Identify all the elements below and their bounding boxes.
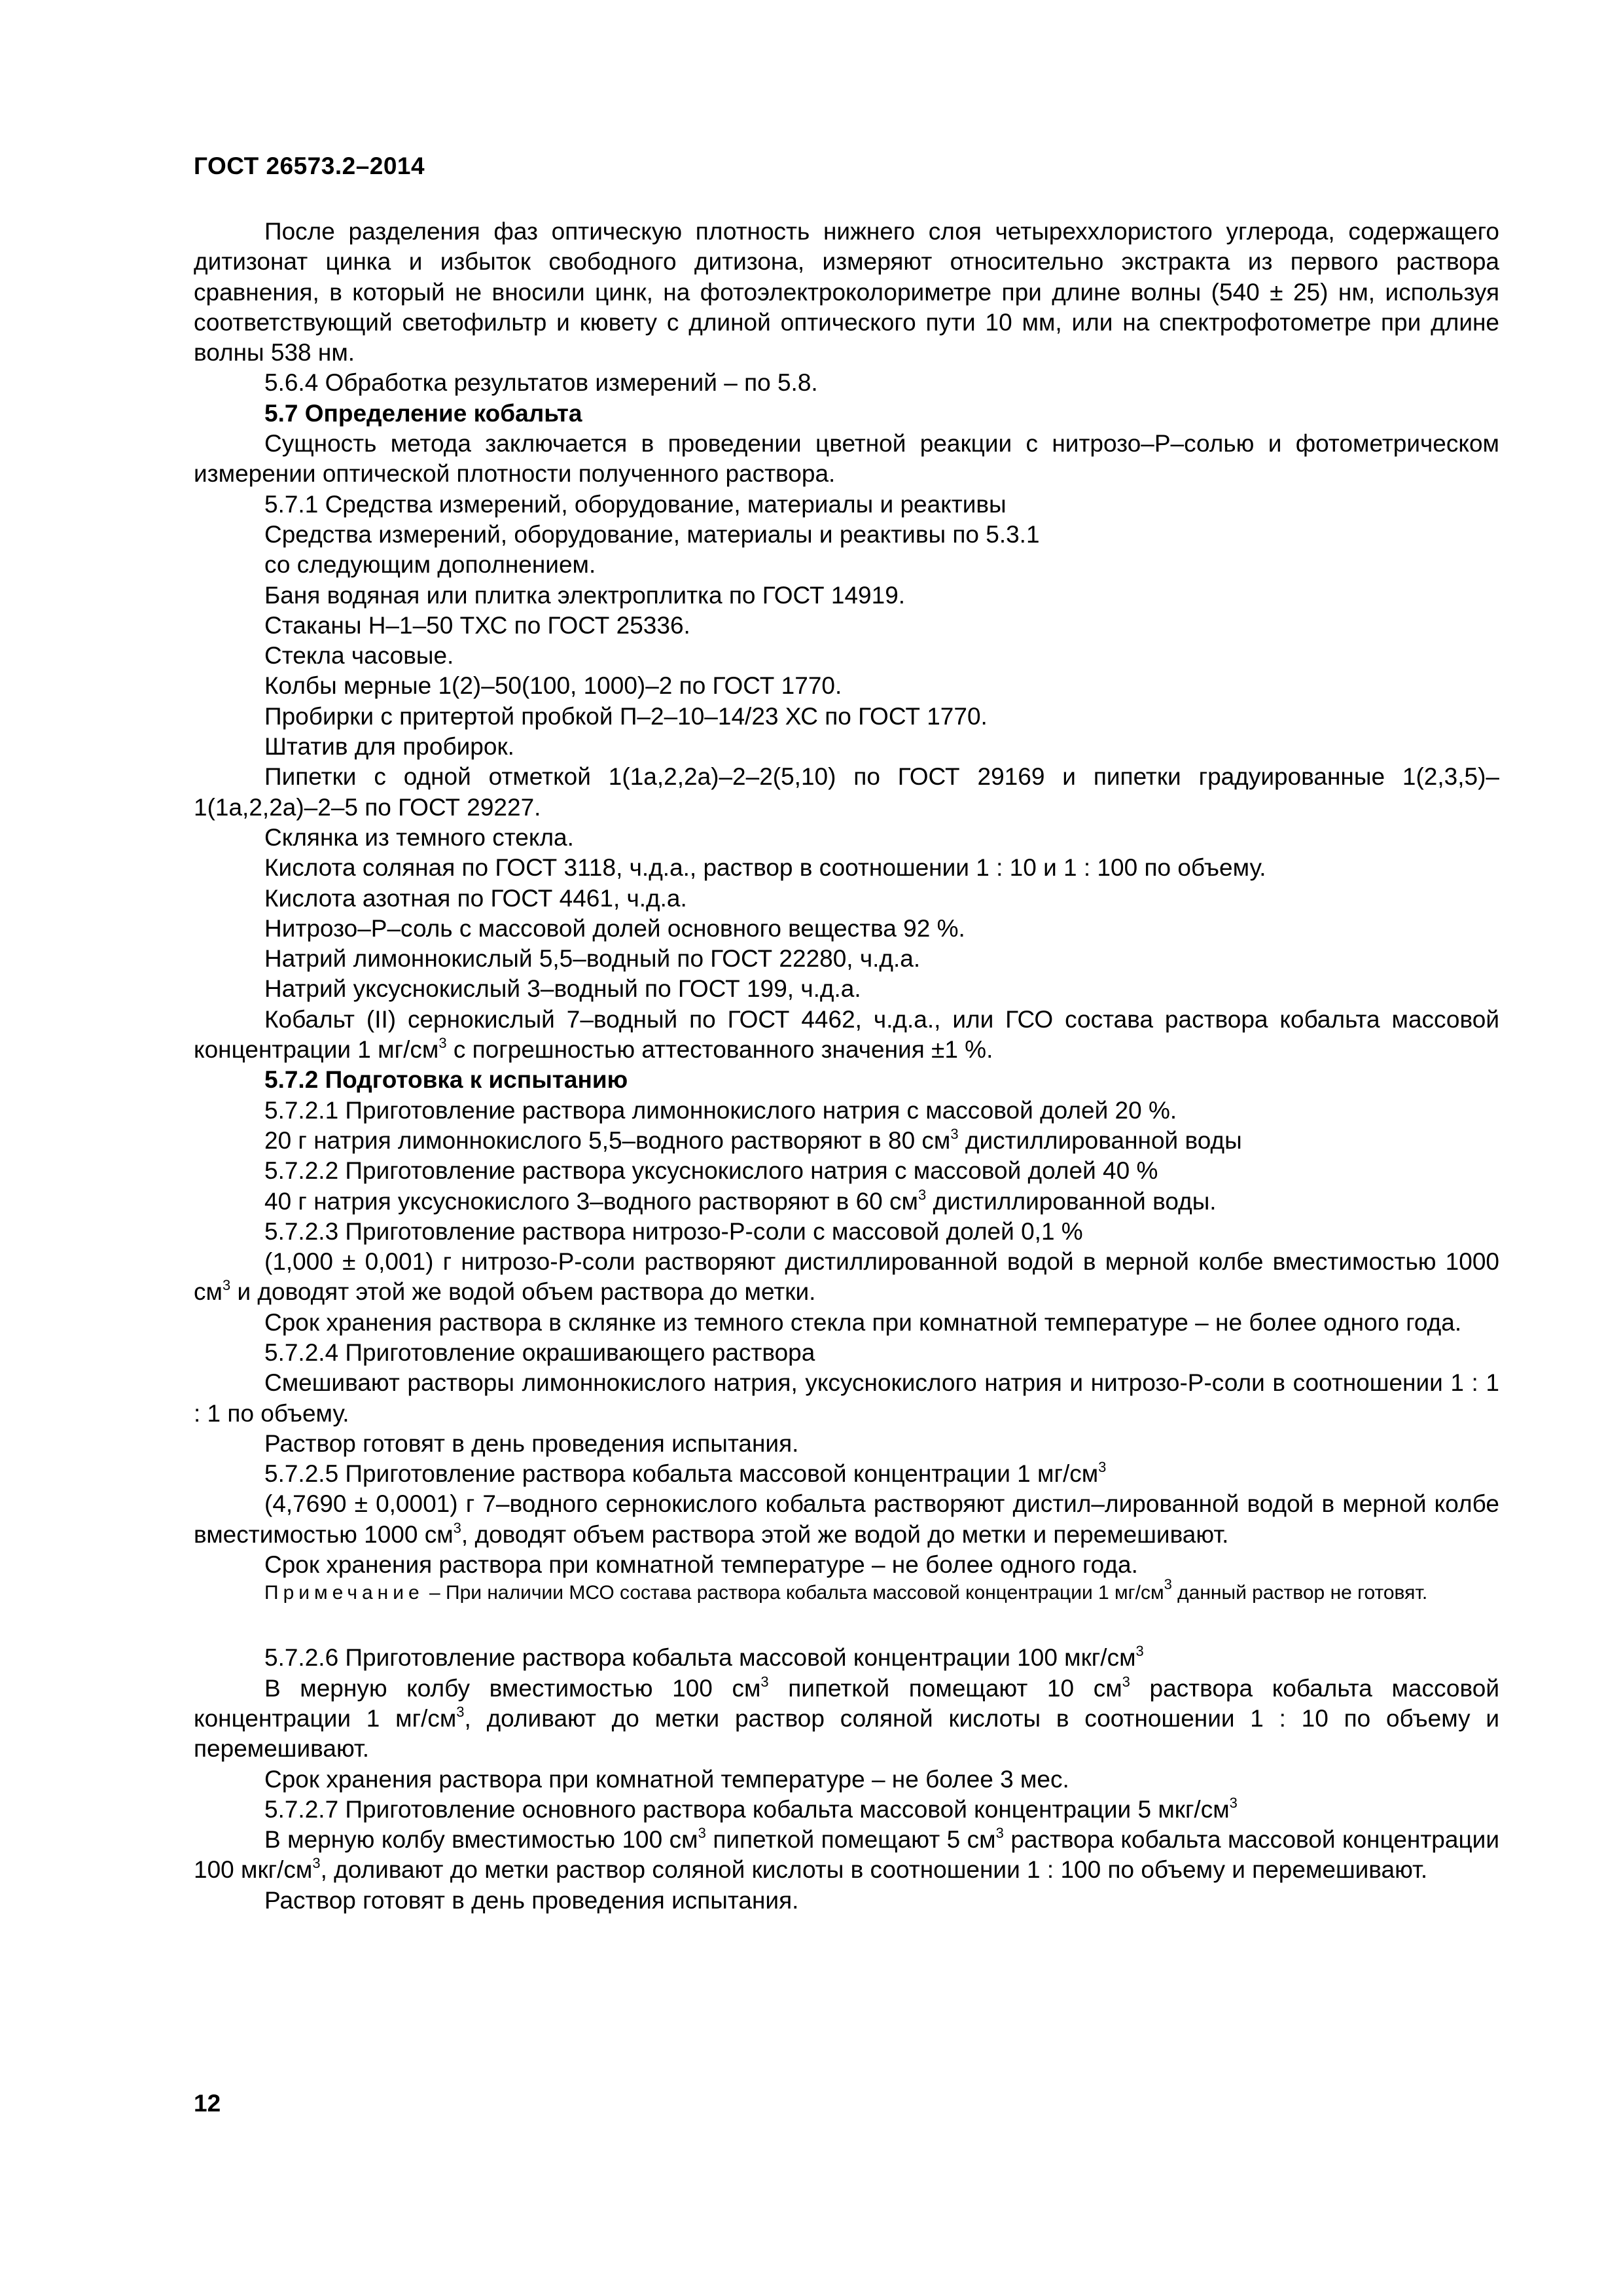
paragraph	[194, 1795, 1499, 1825]
list-item: Стаканы Н–1–50 ТХС по ГОСТ 25336.	[264, 611, 690, 639]
text: дистиллированной воды.	[926, 1187, 1217, 1215]
paragraph: Раствор готовят в день проведения испытания.	[264, 1886, 799, 1914]
text: раствора кобальта массовой концентрации 100 мкг/см	[194, 1826, 1499, 1884]
superscript: 3	[760, 1673, 769, 1690]
superscript: 3	[1098, 1459, 1107, 1476]
list-item: Кислота азотная по ГОСТ 4461, ч.д.а.	[264, 884, 687, 912]
paragraph	[194, 1825, 1499, 1886]
text: В мерную колбу вместимостью 100 см	[264, 1826, 698, 1854]
superscript: 3	[1164, 1576, 1172, 1593]
paragraph: После разделения фаз оптическую плотность нижнего слоя четыреххлористого углерода, содержащего дитизонат цинка и избыток свободного дитизона, измеряют относительно экстракта из первого раствора сравнения, в который не вносили цинк, на фотоэлектроколориметре при длине волны (540 ± 25) нм, используя соответствующий светофильтр и кювету с длиной оптического пути 10 мм, или на спектрофотометре при длине волны 538 нм.	[194, 218, 1499, 367]
paragraph: Средства измерений, оборудование, материалы и реактивы по 5.3.1	[264, 520, 1040, 548]
list-item: Колбы мерные 1(2)–50(100, 1000)–2 по ГОСТ 1770.	[264, 672, 842, 700]
list-item: Пробирки с притертой пробкой П–2–10–14/23 ХС по ГОСТ 1770.	[264, 702, 988, 730]
superscript: 3	[995, 1825, 1004, 1842]
superscript: 3	[918, 1186, 927, 1203]
list-item: Нитрозо–Р–соль с массовой долей основного вещества 92 %.	[264, 914, 965, 942]
text: 40 г натрия уксуснокислого 3–водного растворяют в 60 см	[264, 1187, 918, 1215]
note-label: Примечание	[264, 1582, 424, 1604]
text: (1,000 ± 0,001) г нитрозо-Р-соли растворяют дистиллированной водой в мерной колбе вместимостью 1000 см	[194, 1248, 1499, 1306]
list-item: Склянка из темного стекла.	[264, 823, 574, 851]
text: 5.7.2.7 Приготовление основного раствора кобальта массовой концентрации 5 мкг/см	[264, 1795, 1230, 1823]
list-item: Пипетки с одной отметкой 1(1а,2,2а)–2–2(5,10) по ГОСТ 29169 и пипетки градуированные 1(2,3,5)–1(1а,2,2а)–2–5 по ГОСТ 29227.	[194, 763, 1499, 821]
text: дистиллированной воды	[958, 1126, 1242, 1154]
list-item: Натрий лимоннокислый 5,5–водный по ГОСТ 22280, ч.д.а.	[264, 945, 921, 973]
text: и доводят этой же водой объем раствора до метки.	[230, 1278, 816, 1306]
paragraph: Смешивают растворы лимоннокислого натрия, уксуснокислого натрия и нитрозо-Р-соли в соотношении 1 : 1 : 1 по объему.	[194, 1369, 1499, 1427]
superscript: 3	[1135, 1643, 1144, 1660]
section-heading: 5.7.2 Подготовка к испытанию	[264, 1066, 628, 1094]
list-item: Стекла часовые.	[264, 642, 454, 670]
paragraph	[194, 1247, 1499, 1308]
paragraph: 5.7.2.1 Приготовление раствора лимоннокислого натрия с массовой долей 20 %.	[264, 1096, 1177, 1124]
paragraph: со следующим дополнением.	[264, 551, 596, 579]
text: раствора кобальта массовой концентрации 1 мг/см	[194, 1674, 1499, 1732]
superscript: 3	[456, 1703, 465, 1720]
text: Кобальт (II) сернокислый 7–водный по ГОСТ 4462, ч.д.а., или ГСО состава раствора кобальта массовой концентрации 1 мг/см	[194, 1005, 1499, 1064]
paragraph: 5.7.1 Средства измерений, оборудование, материалы и реактивы	[264, 490, 1007, 518]
paragraph	[194, 1643, 1499, 1673]
paragraph: Раствор готовят в день проведения испытания.	[264, 1429, 799, 1457]
list-item	[194, 1005, 1499, 1066]
text: , доливают до метки раствор соляной кислоты в соотношении 1 : 10 по объему и перемешивают.	[194, 1704, 1500, 1763]
document-header: ГОСТ 26573.2–2014	[194, 152, 425, 179]
text: , доливают до метки раствор соляной кислоты в соотношении 1 : 100 по объему и перемешивают.	[320, 1856, 1428, 1884]
paragraph	[194, 1126, 1499, 1156]
superscript: 3	[222, 1277, 231, 1294]
text: пипеткой помещают 10 см	[768, 1674, 1122, 1702]
list-item: Штатив для пробирок.	[264, 733, 514, 761]
text: данный раствор не готовят.	[1171, 1582, 1428, 1604]
list-item: Кислота соляная по ГОСТ 3118, ч.д.а., раствор в соотношении 1 : 10 и 1 : 100 по объему.	[264, 854, 1266, 882]
page-number: 12	[194, 2090, 221, 2117]
superscript: 3	[1229, 1794, 1238, 1811]
text: , доводят объем раствора этой же водой до метки и перемешивают.	[461, 1520, 1229, 1548]
paragraph: 5.7.2.4 Приготовление окрашивающего раствора	[264, 1338, 815, 1366]
document-body	[194, 217, 1499, 1916]
superscript: 3	[312, 1855, 321, 1872]
paragraph: 5.7.2.3 Приготовление раствора нитрозо-Р-соли с массовой долей 0,1 %	[264, 1217, 1083, 1245]
text: (4,7690 ± 0,0001) г 7–водного сернокислого кобальта растворяют дистил–лированной водой в мерной колбе вместимостью 1000 см	[194, 1490, 1499, 1548]
spacer	[194, 1606, 1499, 1643]
paragraph	[194, 1459, 1499, 1489]
text: с погрешностью аттестованного значения ±1 %.	[446, 1036, 993, 1064]
superscript: 3	[1122, 1673, 1130, 1690]
paragraph	[194, 1187, 1499, 1217]
section-heading: 5.7 Определение кобальта	[264, 399, 582, 427]
note	[194, 1576, 1499, 1606]
paragraph: Срок хранения раствора при комнатной температуре – не более 3 мес.	[264, 1765, 1069, 1793]
paragraph: Сущность метода заключается в проведении цветной реакции с нитрозо–Р–солью и фотометрическом измерении оптической плотности полученного раствора.	[194, 430, 1499, 488]
paragraph: 5.6.4 Обработка результатов измерений – по 5.8.	[264, 369, 818, 397]
text: 20 г натрия лимоннокислого 5,5–водного растворяют в 80 см	[264, 1126, 951, 1154]
paragraph: Срок хранения раствора в склянке из темного стекла при комнатной температуре – не более одного года.	[264, 1308, 1462, 1336]
text: 5.7.2.5 Приготовление раствора кобальта массовой концентрации 1 мг/см	[264, 1460, 1099, 1488]
text: пипеткой помещают 5 см	[705, 1826, 996, 1854]
paragraph: 5.7.2.2 Приготовление раствора уксуснокислого натрия с массовой долей 40 %	[264, 1157, 1158, 1185]
text: – При наличии МСО состава раствора кобальта массовой концентрации 1 мг/см	[423, 1582, 1164, 1604]
superscript: 3	[698, 1825, 706, 1842]
text: 5.7.2.6 Приготовление раствора кобальта массовой концентрации 100 мкг/см	[264, 1644, 1136, 1672]
paragraph	[194, 1674, 1499, 1765]
list-item: Натрий уксуснокислый 3–водный по ГОСТ 199, ч.д.а.	[264, 975, 861, 1003]
text: В мерную колбу вместимостью 100 см	[264, 1674, 761, 1702]
superscript: 3	[438, 1035, 447, 1052]
paragraph: Срок хранения раствора при комнатной температуре – не более одного года.	[264, 1551, 1138, 1579]
superscript: 3	[950, 1125, 959, 1142]
superscript: 3	[453, 1519, 461, 1536]
paragraph	[194, 1489, 1499, 1550]
list-item: Баня водяная или плитка электроплитка по ГОСТ 14919.	[264, 581, 906, 609]
